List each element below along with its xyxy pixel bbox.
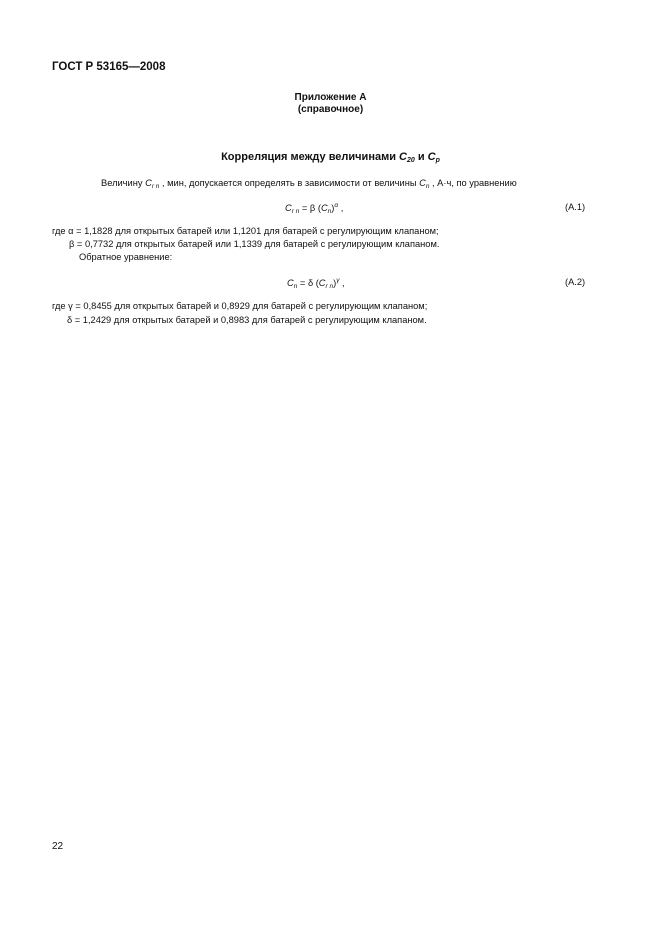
section-var-cp	[428, 151, 440, 163]
appendix-subtitle: (справочное)	[297, 104, 364, 115]
appendix-title: Приложение А	[294, 92, 367, 103]
eq1-close: )	[331, 203, 335, 213]
section-var2: C	[427, 151, 436, 163]
section-var-c20	[399, 151, 415, 163]
eq1-var: C	[320, 203, 328, 213]
section-var1: C	[399, 151, 407, 163]
standard-code: ГОСТ Р 53165—2008	[52, 61, 166, 73]
equation-a2	[287, 277, 345, 290]
eq2-middle: = δ (	[297, 278, 319, 288]
eq2-var-sub: r n	[325, 283, 334, 290]
eq2-lhs: C	[287, 278, 294, 288]
intro-var2-sub: n	[425, 183, 430, 190]
eq2-exponent: γ	[336, 277, 340, 284]
intro-text-3: , А·ч, по уравнению	[429, 178, 517, 188]
intro-paragraph	[101, 178, 517, 190]
eq1-var-sub: n	[327, 208, 332, 215]
eq2-lhs-sub: n	[293, 283, 298, 290]
definition-delta: δ = 1,2429 для открытых батарей и 0,8983 для батарей с регулирующим клапаном.	[67, 315, 427, 325]
eq2-close: )	[333, 278, 337, 288]
eq1-tail: ,	[338, 203, 344, 213]
equation-number-a1: (А.1)	[565, 202, 586, 212]
intro-var1-sub: r n	[151, 183, 160, 190]
section-heading-text: Корреляция между величинами	[221, 151, 400, 163]
definition-alpha: где α = 1,1828 для открытых батарей или 1,1201 для батарей с регулирующим клапаном;	[52, 226, 439, 236]
section-var2-sub: p	[435, 157, 440, 164]
definition-gamma: где γ = 0,8455 для открытых батарей и 0,8929 для батарей с регулирующим клапаном;	[52, 301, 428, 311]
equation-a1	[285, 202, 343, 215]
section-var1-sub: 20	[407, 157, 415, 164]
eq2-var: C	[318, 278, 326, 288]
appendix-heading	[0, 92, 661, 116]
eq1-lhs: C	[285, 203, 292, 213]
eq2-tail: ,	[339, 278, 345, 288]
inverse-label: Обратное уравнение:	[79, 252, 173, 262]
equation-number-a2: (А.2)	[565, 277, 586, 287]
eq1-lhs-sub: r n	[291, 208, 300, 215]
section-heading-join: и	[414, 151, 428, 163]
eq1-middle: = β (	[299, 203, 321, 213]
definition-beta: β = 0,7732 для открытых батарей или 1,1339 для батарей с регулирующим клапаном.	[69, 239, 440, 249]
eq1-exponent: α	[334, 202, 339, 209]
intro-text-1: Величину	[101, 178, 146, 188]
intro-var2: C	[419, 178, 426, 188]
intro-text-2: , мин, допускается определять в зависимости от величины	[159, 178, 420, 188]
intro-var1: C	[145, 178, 152, 188]
section-heading	[0, 151, 661, 164]
page-number: 22	[52, 841, 64, 852]
